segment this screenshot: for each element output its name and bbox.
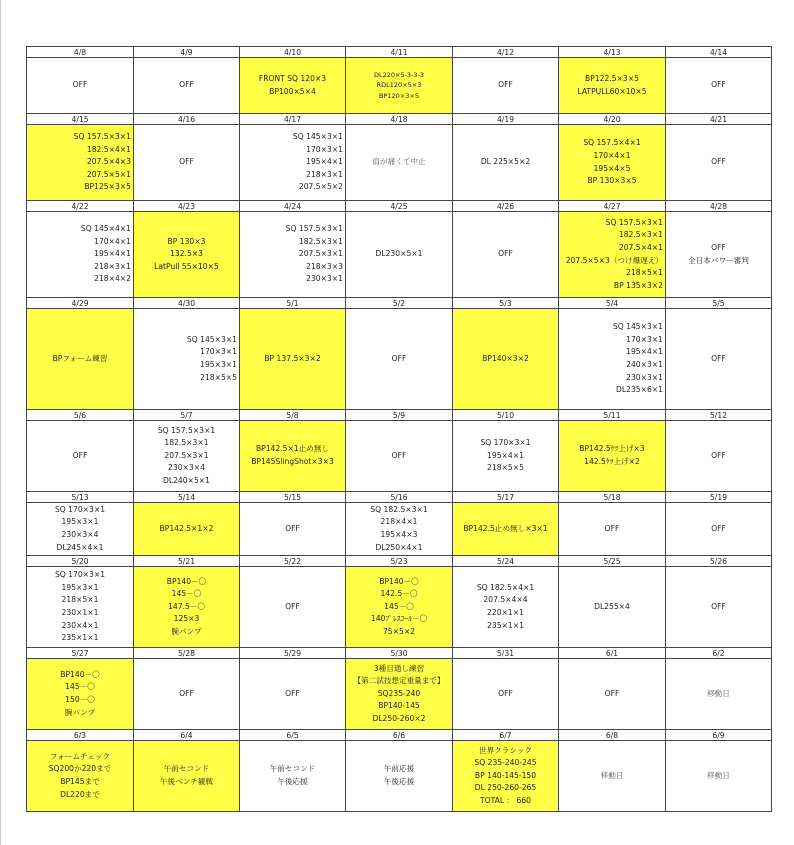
workout-line: BP142.5ｹﾂ上げ×3 xyxy=(579,444,645,454)
workout-cell[interactable] xyxy=(666,125,772,201)
date-cell[interactable]: 5/23 xyxy=(346,556,453,567)
workout-cell[interactable] xyxy=(27,421,134,492)
date-cell[interactable]: 4/11 xyxy=(346,47,453,58)
workout-line: 230×1×1 xyxy=(61,608,99,617)
date-cell[interactable]: 5/29 xyxy=(240,648,346,659)
workout-line: SQ200か220まで xyxy=(48,764,112,774)
date-cell[interactable]: 4/21 xyxy=(666,114,772,125)
workout-line: SQ 145×3×1 xyxy=(292,132,343,142)
workout-line: OFF xyxy=(604,688,620,698)
workout-line: 207.5×4×1 xyxy=(618,242,663,252)
workout-line: 125×3 xyxy=(173,614,200,624)
workout-line: OFF xyxy=(179,157,194,167)
workout-line: BP140－〇 xyxy=(379,576,419,586)
workout-line: 207.5×4×4 xyxy=(483,595,528,605)
workout-line: 147.5－〇 xyxy=(168,601,205,611)
workout-line: BPフォーム練習 xyxy=(52,353,108,363)
workout-line: SQ 170×3×1 xyxy=(480,438,531,448)
workout-line: 午後ベンチ観戦 xyxy=(159,777,214,786)
workout-line: SQ 145×3×1 xyxy=(186,334,237,344)
workout-cell[interactable] xyxy=(346,125,453,201)
date-cell[interactable]: 5/27 xyxy=(27,648,134,659)
workout-line: 230×3×4 xyxy=(168,463,205,473)
workout-line: 218×5×1 xyxy=(61,595,99,605)
workout-line: BP145SlingShot×3×3 xyxy=(251,457,334,466)
date-cell[interactable]: 6/8 xyxy=(559,730,666,741)
workout-line: 142.5ｹﾂ上げ×2 xyxy=(584,457,640,466)
workout-cell[interactable] xyxy=(453,309,559,410)
workout-line: BP 130×3 xyxy=(167,236,206,246)
date-cell[interactable]: 5/3 xyxy=(453,298,559,309)
workout-line: BP120×3×5 xyxy=(379,91,419,100)
date-cell[interactable]: 5/26 xyxy=(666,556,772,567)
workout-cell[interactable] xyxy=(27,58,134,114)
workout-line: 132.5×3 xyxy=(170,249,203,259)
workout-line: OFF xyxy=(711,80,726,90)
workout-line: BP 140-145-150 xyxy=(474,770,537,780)
workout-line: 全日本パワー審判 xyxy=(688,255,749,265)
workout-line: DL255×4 xyxy=(594,601,630,611)
workout-line: 235×1×1 xyxy=(61,633,99,643)
workout-cell[interactable] xyxy=(134,309,240,410)
workout-line: DL235×6×1 xyxy=(616,385,663,395)
workout-line: 218×4×2 xyxy=(94,274,131,284)
date-cell[interactable]: 6/4 xyxy=(134,730,240,741)
workout-line: DL240×5×1 xyxy=(163,475,210,485)
workout-line: OFF xyxy=(72,450,88,460)
date-cell[interactable]: 4/19 xyxy=(453,114,559,125)
date-cell[interactable]: 4/23 xyxy=(134,201,240,212)
date-cell[interactable]: 5/14 xyxy=(134,492,240,503)
date-cell[interactable]: 5/19 xyxy=(666,492,772,503)
training-calendar-table xyxy=(26,46,772,812)
workout-line: 230×3×1 xyxy=(306,274,343,284)
workout-line: 195×4×1 xyxy=(306,157,343,167)
workout-line: BP140－〇 xyxy=(166,576,207,586)
workout-cell[interactable] xyxy=(134,58,240,114)
date-cell[interactable]: 4/17 xyxy=(240,114,346,125)
workout-line: OFF xyxy=(179,80,194,90)
workout-row xyxy=(27,659,772,730)
date-cell[interactable]: 6/6 xyxy=(346,730,453,741)
workout-line: SQ 145×4×1 xyxy=(80,224,131,234)
date-cell[interactable]: 4/25 xyxy=(346,201,453,212)
workout-line: 世界クラシック xyxy=(478,745,532,755)
workout-cell[interactable] xyxy=(134,567,240,648)
workout-cell[interactable] xyxy=(346,58,453,114)
workout-line: 170×3×1 xyxy=(200,347,237,357)
workout-line: RDL120×5×3 xyxy=(376,81,422,90)
date-cell[interactable]: 5/20 xyxy=(27,556,134,567)
date-cell[interactable]: 4/9 xyxy=(134,47,240,58)
workout-line: OFF xyxy=(179,688,194,698)
workout-line: 午前応援 xyxy=(383,764,415,774)
workout-cell[interactable] xyxy=(666,567,772,648)
workout-line: 235×1×1 xyxy=(487,620,524,630)
workout-line: 150－〇 xyxy=(65,695,95,704)
workout-line: SQ 157.5×3×1 xyxy=(157,425,216,435)
workout-line: OFF xyxy=(285,601,300,611)
workout-line: 207.5×5×3（つけ爆遅え） xyxy=(565,255,663,265)
workout-cell[interactable] xyxy=(240,58,346,114)
date-row xyxy=(27,47,772,58)
workout-line: SQ 170×3×1 xyxy=(54,570,106,580)
workout-line: LatPull 55×10×5 xyxy=(154,261,219,271)
workout-line: SQ235-240 xyxy=(377,688,421,698)
workout-line: SQ 157.5×3×1 xyxy=(73,132,131,142)
workout-cell[interactable] xyxy=(559,309,666,410)
workout-line: OFF xyxy=(711,242,726,252)
workout-cell[interactable] xyxy=(559,58,666,114)
workout-line: BP140-145 xyxy=(378,701,420,711)
workout-cell[interactable] xyxy=(453,212,559,298)
workout-line: OFF xyxy=(285,688,300,698)
workout-line: フォームチェック xyxy=(50,751,110,761)
workout-row xyxy=(27,125,772,201)
workout-line: 195×3×1 xyxy=(200,360,237,369)
workout-cell[interactable] xyxy=(27,567,134,648)
workout-line: OFF xyxy=(498,249,513,259)
workout-line: OFF xyxy=(285,523,300,533)
workout-line: 195×3×1 xyxy=(61,582,99,592)
date-cell[interactable]: 4/24 xyxy=(240,201,346,212)
workout-line: BP140－〇 xyxy=(60,669,100,679)
workout-cell[interactable] xyxy=(134,503,240,556)
workout-line: 230×3×4 xyxy=(61,530,99,539)
date-cell[interactable]: 5/6 xyxy=(27,410,134,421)
workout-line: BP142.5×1止め無し xyxy=(255,444,330,454)
workout-line: 145－〇 xyxy=(384,601,414,611)
date-cell[interactable]: 4/26 xyxy=(453,201,559,212)
workout-line: 移動日 xyxy=(707,688,730,698)
workout-cell[interactable] xyxy=(346,503,453,556)
workout-line: 207.5×4×3 xyxy=(86,157,131,167)
workout-line: BP125×3×5 xyxy=(84,182,131,192)
workout-cell[interactable] xyxy=(453,659,559,730)
date-cell[interactable]: 5/8 xyxy=(240,410,346,421)
workout-line: 195×4×1 xyxy=(487,450,524,460)
workout-line: 240×3×1 xyxy=(626,360,663,369)
date-cell[interactable]: 4/27 xyxy=(559,201,666,212)
date-cell[interactable]: 5/15 xyxy=(240,492,346,503)
date-cell[interactable]: 5/10 xyxy=(453,410,559,421)
workout-line: BP 137.5×3×2 xyxy=(264,353,321,363)
workout-line: LATPULL60×10×5 xyxy=(577,86,647,96)
workout-cell[interactable] xyxy=(27,309,134,410)
workout-row xyxy=(27,421,772,492)
date-cell[interactable]: 5/11 xyxy=(559,410,666,421)
workout-cell[interactable] xyxy=(666,421,772,492)
workout-line: 腕パンプ xyxy=(64,707,96,717)
workout-line: 195×4×5 xyxy=(593,163,631,173)
date-row xyxy=(27,201,772,212)
workout-line: BP100×5×4 xyxy=(269,86,316,96)
workout-cell[interactable] xyxy=(666,212,772,298)
workout-line: 195×4×1 xyxy=(626,347,663,357)
workout-line: OFF xyxy=(391,450,407,460)
workout-line: 145－〇 xyxy=(65,682,95,692)
date-cell[interactable]: 5/30 xyxy=(346,648,453,659)
workout-line: SQ 157.5×3×1 xyxy=(285,224,343,234)
workout-cell[interactable] xyxy=(134,212,240,298)
workout-cell[interactable] xyxy=(453,503,559,556)
workout-cell[interactable] xyxy=(27,741,134,812)
workout-line: 220×1×1 xyxy=(487,608,524,617)
workout-cell[interactable] xyxy=(346,741,453,812)
workout-row xyxy=(27,212,772,298)
date-cell[interactable]: 5/5 xyxy=(666,298,772,309)
date-cell[interactable]: 6/5 xyxy=(240,730,346,741)
workout-line: 【第二試技想定重量まで】 xyxy=(353,676,445,686)
workout-line: BP145まで xyxy=(60,777,100,786)
workout-line: BP142.5止め無し×3×1 xyxy=(463,523,548,533)
date-cell[interactable]: 6/3 xyxy=(27,730,134,741)
workout-line: 午前セコンド xyxy=(163,764,210,774)
workout-line: DL250×4×1 xyxy=(375,542,423,552)
workout-cell[interactable] xyxy=(27,212,134,298)
date-cell[interactable]: 4/29 xyxy=(27,298,134,309)
workout-cell[interactable] xyxy=(559,212,666,298)
workout-line: 午後応援 xyxy=(277,777,308,786)
workout-line: OFF xyxy=(498,688,513,698)
date-cell[interactable]: 5/7 xyxy=(134,410,240,421)
date-cell[interactable]: 5/4 xyxy=(559,298,666,309)
workout-line: 移動日 xyxy=(707,770,730,780)
workout-line: OFF xyxy=(391,353,407,363)
date-cell[interactable]: 6/2 xyxy=(666,648,772,659)
date-cell[interactable]: 5/21 xyxy=(134,556,240,567)
workout-cell[interactable] xyxy=(559,421,666,492)
date-cell[interactable]: 5/22 xyxy=(240,556,346,567)
date-row xyxy=(27,556,772,567)
date-cell[interactable]: 5/25 xyxy=(559,556,666,567)
workout-line: 170×4×1 xyxy=(94,236,131,246)
date-cell[interactable]: 5/12 xyxy=(666,410,772,421)
workout-line: 午前セコンド xyxy=(269,764,316,774)
workout-line: 170×4×1 xyxy=(593,150,631,160)
workout-line: 170×3×1 xyxy=(306,144,343,154)
workout-cell[interactable] xyxy=(559,125,666,201)
date-cell[interactable]: 6/9 xyxy=(666,730,772,741)
workout-line: OFF xyxy=(711,353,726,363)
workout-line: OFF xyxy=(498,80,513,90)
workout-cell[interactable] xyxy=(240,567,346,648)
workout-row xyxy=(27,503,772,556)
workout-line: 182.5×3×1 xyxy=(618,230,663,240)
workout-cell[interactable] xyxy=(453,58,559,114)
workout-line: 145－〇 xyxy=(171,589,202,599)
workout-cell[interactable] xyxy=(346,659,453,730)
workout-cell[interactable] xyxy=(134,125,240,201)
date-cell[interactable]: 5/13 xyxy=(27,492,134,503)
workout-line: 195×4×1 xyxy=(94,249,131,259)
date-cell[interactable]: 5/2 xyxy=(346,298,453,309)
workout-line: 170×3×1 xyxy=(626,334,663,344)
workout-line: 移動日 xyxy=(600,770,624,780)
workout-cell[interactable] xyxy=(134,659,240,730)
workout-line: SQ 170×3×1 xyxy=(54,504,106,514)
workout-line: SQ 235-240-245 xyxy=(474,758,537,768)
workout-line: 140ﾌﾟﾚｽｺｰﾙ－〇 xyxy=(370,614,428,624)
workout-line: DL220まで xyxy=(60,789,100,799)
workout-line: DL230×5×1 xyxy=(375,249,423,259)
workout-line: SQ 145×3×1 xyxy=(612,322,663,332)
workout-line: 207.5×3×1 xyxy=(298,249,343,259)
date-cell[interactable]: 6/7 xyxy=(453,730,559,741)
date-cell[interactable]: 6/1 xyxy=(559,648,666,659)
workout-line: 142.5－〇 xyxy=(380,589,418,599)
workout-cell[interactable] xyxy=(666,58,772,114)
workout-cell[interactable] xyxy=(666,659,772,730)
workout-cell[interactable] xyxy=(559,567,666,648)
workout-line: 195×3×1 xyxy=(61,517,99,527)
workout-line: 75×5×2 xyxy=(382,626,416,636)
workout-cell[interactable] xyxy=(666,503,772,556)
workout-cell[interactable] xyxy=(559,503,666,556)
workout-cell[interactable] xyxy=(346,212,453,298)
date-cell[interactable]: 5/24 xyxy=(453,556,559,567)
date-cell[interactable]: 5/28 xyxy=(134,648,240,659)
date-cell[interactable]: 4/15 xyxy=(27,114,134,125)
workout-line: SQ 157.5×4×1 xyxy=(583,138,641,148)
workout-line: OFF xyxy=(604,523,620,533)
workout-line: FRONT SQ 120×3 xyxy=(258,73,327,83)
workout-line: 218×3×3 xyxy=(306,261,343,271)
workout-line: SQ 182.5×3×1 xyxy=(370,504,428,514)
workout-line: SQ 157.5×3×1 xyxy=(605,217,663,227)
workout-line: BP122.5×3×5 xyxy=(585,73,639,83)
workout-row xyxy=(27,567,772,648)
workout-line: OFF xyxy=(711,450,726,460)
workout-line: 207.5×5×2 xyxy=(298,182,343,192)
workout-cell[interactable] xyxy=(453,125,559,201)
date-cell[interactable]: 5/18 xyxy=(559,492,666,503)
workout-line: 3種目通し練習 xyxy=(373,663,425,673)
date-cell[interactable]: 4/8 xyxy=(27,47,134,58)
workout-line: 182.5×3×1 xyxy=(164,438,209,448)
workout-cell[interactable] xyxy=(134,741,240,812)
date-cell[interactable]: 5/16 xyxy=(346,492,453,503)
workout-cell[interactable] xyxy=(27,125,134,201)
workout-line: 230×3×1 xyxy=(626,372,663,382)
workout-cell[interactable] xyxy=(453,741,559,812)
workout-cell[interactable] xyxy=(240,421,346,492)
date-row xyxy=(27,492,772,503)
workout-row xyxy=(27,741,772,812)
workout-line: DL 225×5×2 xyxy=(480,157,531,167)
workout-line: 腕パンプ xyxy=(171,626,202,636)
date-cell[interactable]: 4/18 xyxy=(346,114,453,125)
workout-line: 218×4×1 xyxy=(380,517,418,527)
workout-cell[interactable] xyxy=(240,125,346,201)
workout-cell[interactable] xyxy=(453,421,559,492)
workout-line: 207.5×5×1 xyxy=(86,169,131,179)
workout-line: OFF xyxy=(72,80,88,90)
date-cell[interactable]: 5/9 xyxy=(346,410,453,421)
workout-line: DL245×4×1 xyxy=(56,542,104,552)
workout-row xyxy=(27,58,772,114)
workout-line: BP 135×3×2 xyxy=(613,280,663,290)
workout-line: OFF xyxy=(711,523,726,533)
workout-row xyxy=(27,309,772,410)
workout-cell[interactable] xyxy=(240,503,346,556)
workout-line: 195×4×3 xyxy=(380,530,418,539)
workout-cell[interactable] xyxy=(240,659,346,730)
workout-line: 218×3×1 xyxy=(306,169,343,179)
date-cell[interactable]: 4/20 xyxy=(559,114,666,125)
workout-cell[interactable] xyxy=(559,659,666,730)
workout-line: 218×5×5 xyxy=(487,463,524,473)
date-cell[interactable]: 4/12 xyxy=(453,47,559,58)
workout-line: DL250-260×2 xyxy=(372,713,426,723)
workout-cell[interactable] xyxy=(27,503,134,556)
workout-cell[interactable] xyxy=(346,309,453,410)
date-cell[interactable]: 5/1 xyxy=(240,298,346,309)
workout-cell[interactable] xyxy=(240,212,346,298)
workout-cell[interactable] xyxy=(666,741,772,812)
workout-line: 218×5×1 xyxy=(626,268,663,278)
workout-line: 207.5×3×1 xyxy=(164,450,209,460)
workout-line: TOTAL ： 660 xyxy=(479,795,531,805)
workout-line: 218×5×5 xyxy=(200,372,237,382)
workout-cell[interactable] xyxy=(666,309,772,410)
workout-line: BP142.5×1×2 xyxy=(159,523,214,533)
workout-cell[interactable] xyxy=(453,567,559,648)
workout-line: 182.5×4×1 xyxy=(86,144,131,154)
workout-cell[interactable] xyxy=(240,741,346,812)
date-row xyxy=(27,730,772,741)
workout-cell[interactable] xyxy=(346,421,453,492)
workout-line: DL220×5-3-3-3 xyxy=(373,70,425,79)
date-cell[interactable]: 4/30 xyxy=(134,298,240,309)
workout-cell[interactable] xyxy=(27,659,134,730)
workout-line: 230×4×1 xyxy=(61,620,99,630)
date-row xyxy=(27,114,772,125)
date-cell[interactable]: 5/17 xyxy=(453,492,559,503)
workout-line: 218×3×1 xyxy=(94,261,131,271)
workout-cell[interactable] xyxy=(134,421,240,492)
workout-line: DL 250-260-265 xyxy=(474,783,537,793)
workout-line: OFF xyxy=(711,601,726,611)
date-cell[interactable]: 5/31 xyxy=(453,648,559,659)
workout-line: OFF xyxy=(711,157,726,167)
workout-line: SQ 182.5×4×1 xyxy=(476,582,535,592)
date-cell[interactable]: 4/28 xyxy=(666,201,772,212)
workout-line: BP140×3×2 xyxy=(482,353,529,363)
workout-cell[interactable] xyxy=(559,741,666,812)
workout-line: 182.5×3×1 xyxy=(298,236,343,246)
workout-line: BP 130×3×5 xyxy=(587,176,637,186)
date-row xyxy=(27,298,772,309)
date-cell[interactable]: 4/10 xyxy=(240,47,346,58)
date-cell[interactable]: 4/13 xyxy=(559,47,666,58)
workout-line: 午後応援 xyxy=(383,777,415,786)
workout-cell[interactable] xyxy=(346,567,453,648)
date-row xyxy=(27,648,772,659)
date-cell[interactable]: 4/22 xyxy=(27,201,134,212)
date-cell[interactable]: 4/14 xyxy=(666,47,772,58)
workout-line: 肩が痛くて中止 xyxy=(372,157,426,167)
date-cell[interactable]: 4/16 xyxy=(134,114,240,125)
date-row xyxy=(27,410,772,421)
workout-cell[interactable] xyxy=(240,309,346,410)
